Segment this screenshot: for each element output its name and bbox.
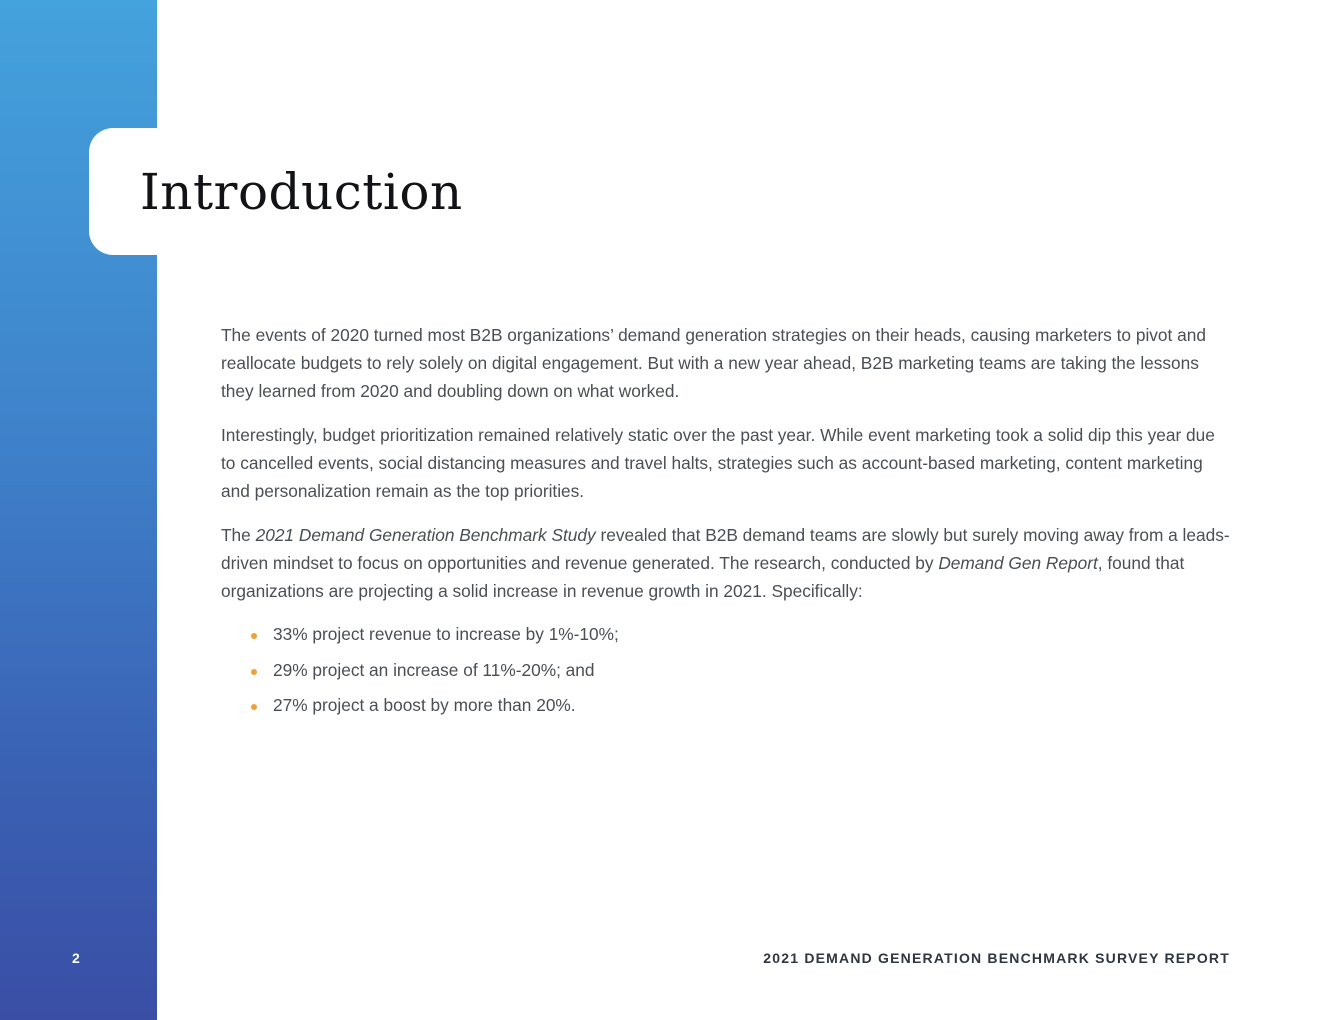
list-item-text: 27% project a boost by more than 20%. [273, 695, 576, 715]
study-name: 2021 Demand Generation Benchmark Study [255, 525, 596, 545]
bullet-dot-icon [251, 704, 257, 710]
paragraph-study-part-1: The [221, 525, 256, 545]
footer-report-title: 2021 DEMAND GENERATION BENCHMARK SURVEY REPORT [763, 950, 1230, 966]
publisher-name: Demand Gen Report [938, 553, 1098, 573]
page-number: 2 [72, 950, 80, 966]
revenue-projection-list [221, 621, 1231, 719]
paragraph-study [221, 521, 1231, 605]
list-item-text: 33% project revenue to increase by 1%-10%; [273, 624, 619, 644]
list-item [221, 657, 1231, 684]
page-title: Introduction [140, 163, 463, 221]
main-content [221, 321, 1231, 728]
paragraph-budget: Interestingly, budget prioritization remained relatively static over the past year. While event marketing took a solid dip this year due to cancelled events, social distancing measures and travel halts, strategies such as account-based marketing, content marketing and personalization remain as the top priorities. [221, 425, 1215, 501]
list-item-text: 29% project an increase of 11%-20%; and [273, 659, 595, 680]
list-item [221, 692, 1231, 719]
paragraph-study-part-2: revealed that B2B demand teams are slowly but surely moving away from a leads-driven mindset to focus on opportunities and revenue generated. The research, conducted by [221, 525, 1230, 573]
paragraph-study-part-3: , found that organizations are projecting a solid increase in revenue growth in 2021. Specifically: [221, 553, 1185, 601]
list-item [221, 621, 1231, 648]
paragraph-intro: The events of 2020 turned most B2B organizations’ demand generation strategies on their heads, causing marketers to pivot and reallocate budgets to rely solely on digital engagement. But with a new year ahead, B2B marketing teams are taking the lessons they learned from 2020 and doubling down on what worked. [221, 325, 1206, 401]
bullet-dot-icon [251, 633, 257, 639]
bullet-dot-icon [251, 669, 257, 675]
